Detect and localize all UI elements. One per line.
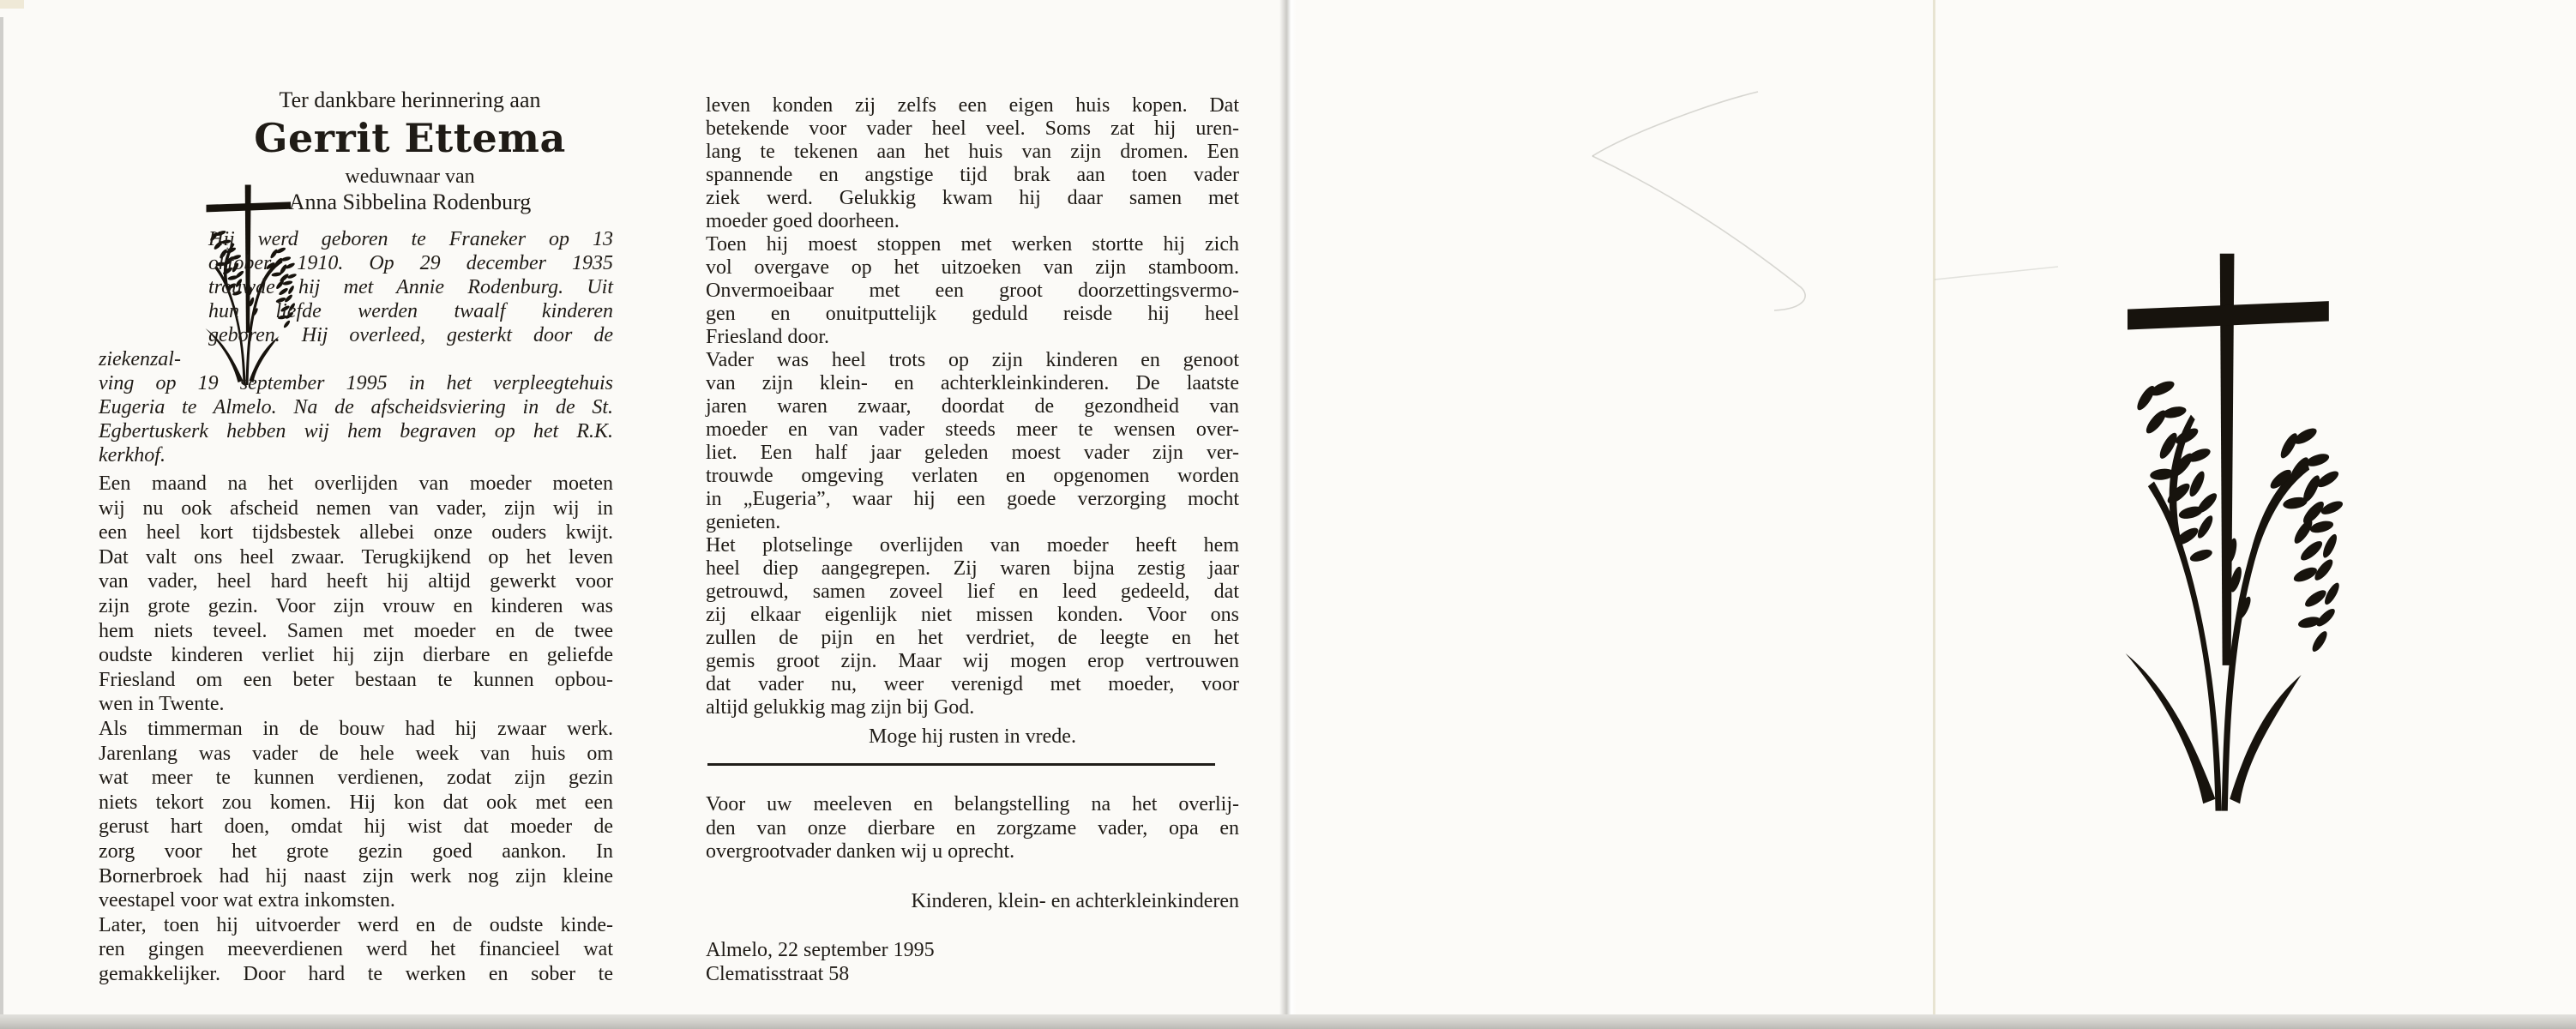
prayer-line: Moge hij rusten in vrede. <box>869 725 1076 748</box>
scanner-edge-bottom <box>0 1014 2576 1029</box>
body-paragraph: Het plotselinge overlijden van moeder heeft hem heel diep aangegrepen. Zij waren bijna zestig jaar getrouwd, samen zoveel lief en leed gedeeld, dat zij elkaar eigenlijk niet missen konden. Voor ons zullen de pijn en het verdriet, de leegte en het gemis groot zijn. Maar wij mogen erop vertrouwen dat vader nu, weer verenigd met moeder, voor altijd gelukkig mag zijn bij God. <box>706 534 1239 719</box>
illustration-text-wrap-spacer <box>99 227 208 325</box>
spouse-name: Anna Sibbelina Rodenburg <box>288 190 532 214</box>
body-paragraph: leven konden zij zelfs een eigen huis kopen. Dat betekende voor vader heel veel. Soms zat hij uren- lang te tekenen aan het huis van zijn dromen. Een spannende en angstige tijd brak aan toen vader ziek werd. Gelukkig kwam hij daar samen met moeder goed doorheen. <box>706 94 1239 232</box>
fold-line-cover <box>1933 0 1935 1016</box>
scanner-edge-left <box>0 17 3 1029</box>
cross-with-flowers-icon <box>2101 245 2356 818</box>
biography-lines: Hij werd geboren te Franeker op 13 oktober 1910. Op 29 december 1935 trouwde hij met Annie Rodenburg. Uit hun liefde werden twaalf kinderen geboren. Hij overleed, gesterkt door de ziekenzal- ving op 19 september 1995 in het verpleegtehuis Eugeria te Almelo. Na de afscheidsviering in de St. Egbertuskerk hebben wij hem begraven op het R.K. kerkhof. <box>99 228 613 466</box>
fold-shadow-center <box>1279 0 1297 1029</box>
acknowledgement-paragraph: Voor uw meeleven en belangstelling na het overlij- den van onze dierbare en zorgzame vader, opa en overgrootvader danken wij u oprecht. <box>706 793 1239 863</box>
biography-paragraph <box>99 227 613 467</box>
divider-line <box>707 763 1215 766</box>
header-intro: Ter dankbare herinnering aan <box>279 87 541 112</box>
body-paragraph: Toen hij moest stoppen met werken stortte hij zich vol overgave op het uitzoeken van zijn stamboom. Onvermoeibaar met een groot doorzettingsvermo- gen en onuitputtelijk geduld reisde hij heel Friesland door. <box>706 233 1239 348</box>
card-cover-page <box>1286 0 2576 1029</box>
scan-corner-mark <box>0 0 24 9</box>
address-line: Clematisstraat 58 <box>706 963 850 985</box>
right-column-body <box>706 94 1239 719</box>
body-paragraph: Vader was heel trots op zijn kinderen en genoot van zijn klein- en achterkleinkinderen. De laatste jaren waren zwaar, doordat de gezondheid van moeder en van vader steeds meer te wensen over- liet. Een half jaar geleden moest vader zijn ver- trouwde omgeving verlaten en opgenomen worden in „Eugeria”, waar hij een goede verzorging mocht genieten. <box>706 349 1239 533</box>
signature-line: Kinderen, klein- en achterkleinkinderen <box>911 890 1239 912</box>
left-column-body <box>99 472 613 986</box>
body-paragraph: Een maand na het overlijden van moeder moeten wij nu ook afscheid nemen van vader, zijn wij in een heel kort tijdsbestek allebei onze ouders kwijt. Dat valt ons heel zwaar. Terugkijkend op het leven van vader, heel hard heeft hij altijd gewerkt voor zijn grote gezin. Voor zijn vrouw en kinderen was hem niets teveel. Samen met moeder en de twee oudste kinderen verliet hij zijn dierbare en geliefde Friesland om een beter bestaan te kunnen opbou- wen in Twente. <box>99 472 613 716</box>
body-paragraph: Later, toen hij uitvoerder werd en de oudste kinde- ren gingen meeverdienen werd het financieel wat gemakkelijker. Door hard te werken en sober te <box>99 913 613 985</box>
body-paragraph: Als timmerman in de bouw had hij zwaar werk. Jarenlang was vader de hele week van huis om wat meer te kunnen verdienen, zodat zijn gezin niets tekort zou komen. Hij kon dat ook met een gerust hart doen, omdat hij wist dat moeder de zorg voor het grote gezin goed aankon. In Bornerbroek had hij naast zijn werk nog zijn kleine veestapel voor wat extra inkomsten. <box>99 717 613 912</box>
place-date-line: Almelo, 22 september 1995 <box>706 939 935 961</box>
card-header <box>202 87 618 215</box>
deceased-name: Gerrit Ettema <box>254 115 566 161</box>
relation-line: weduwnaar van <box>345 165 475 188</box>
